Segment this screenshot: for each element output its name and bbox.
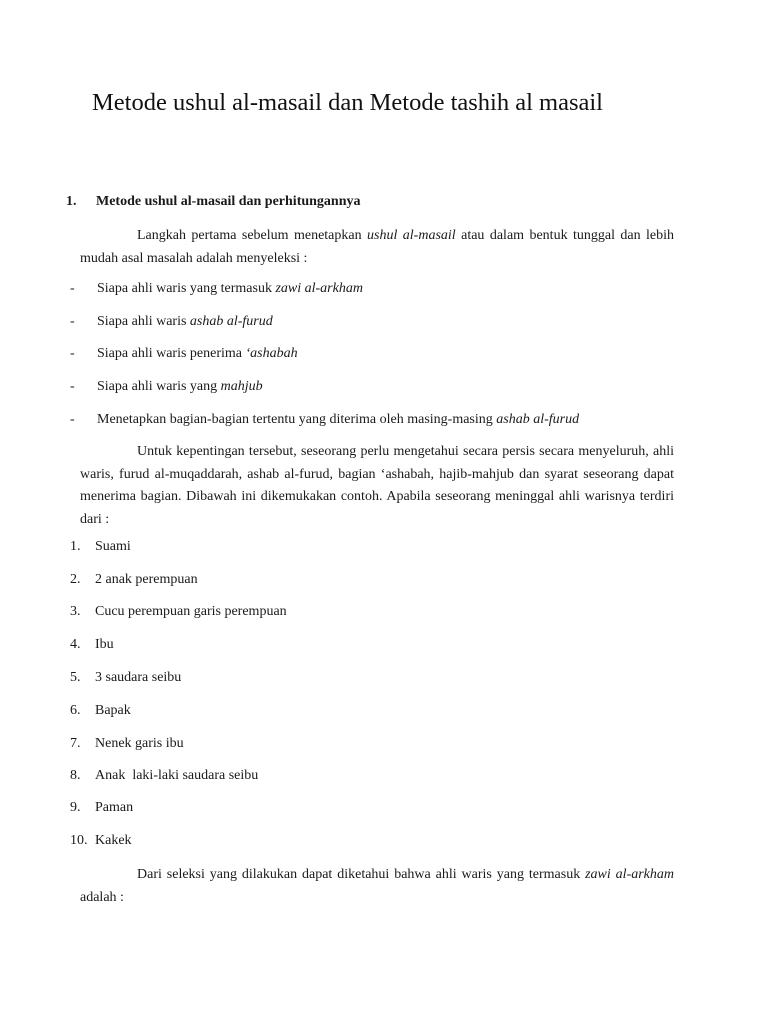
dash-marker: -: [70, 346, 75, 361]
document-title: Metode ushul al-masail dan Metode tashih al masail: [92, 89, 603, 116]
dash-item-italic: ‘ashabah: [245, 346, 298, 361]
section-number: 1.: [66, 194, 77, 209]
dash-item-italic: ashab al-furud: [189, 314, 273, 329]
dash-marker: -: [70, 314, 75, 329]
numbered-list-item: [70, 800, 133, 816]
closing-text-italic: zawi al-arkham: [585, 867, 675, 882]
dash-item-text: Siapa ahli waris yang: [97, 379, 221, 394]
list-number: 5.: [70, 670, 81, 685]
numbered-list-item: [70, 736, 184, 752]
dash-marker: -: [70, 379, 75, 394]
dash-list-item: [70, 379, 263, 395]
dash-list-item: [70, 314, 273, 330]
numbered-list-item: [70, 539, 131, 555]
dash-item-text: Menetapkan bagian-bagian tertentu yang diterima oleh masing-masing: [97, 412, 497, 427]
numbered-list-item: [70, 670, 181, 686]
list-item-text: Suami: [95, 539, 131, 554]
list-number: 2.: [70, 572, 81, 587]
dash-item-italic: zawi al-arkham: [275, 281, 363, 296]
list-item-text: Ibu: [95, 637, 114, 652]
closing-text-before: Dari seleksi yang dilakukan dapat diketahui bahwa ahli waris yang termasuk: [137, 867, 586, 882]
numbered-list-item: [70, 637, 114, 653]
list-item-text: 3 saudara seibu: [95, 670, 182, 685]
list-item-text: Kakek: [95, 833, 132, 848]
list-item-text: Nenek garis ibu: [95, 736, 184, 751]
list-number: 1.: [70, 539, 81, 554]
dash-item-italic: ashab al-furud: [496, 412, 580, 427]
intro-paragraph: [80, 225, 674, 270]
list-number: 3.: [70, 604, 81, 619]
closing-text-after: adalah :: [80, 889, 124, 905]
dash-item-text: Siapa ahli waris: [97, 314, 190, 329]
section-heading: [66, 194, 361, 210]
numbered-list-item: [70, 833, 132, 849]
intro-text-italic: ushul al-masail: [367, 228, 456, 243]
numbered-list-item: [70, 572, 198, 588]
numbered-list-item: [70, 703, 131, 719]
dash-list-item: [70, 281, 363, 297]
list-number: 8.: [70, 768, 81, 783]
list-item-text: Bapak: [95, 703, 131, 718]
section-heading-text: Metode ushul al-masail dan perhitungannya: [96, 194, 361, 209]
dash-marker: -: [70, 281, 75, 296]
numbered-list-item: [70, 768, 258, 784]
list-number: 7.: [70, 736, 81, 751]
list-item-text: Paman: [95, 800, 134, 815]
dash-item-text: Siapa ahli waris yang termasuk: [97, 281, 276, 296]
dash-item-text: Siapa ahli waris penerima: [97, 346, 246, 361]
dash-marker: -: [70, 412, 75, 427]
dash-item-italic: mahjub: [220, 379, 263, 394]
closing-paragraph: [80, 864, 674, 909]
list-item-text: 2 anak perempuan: [95, 572, 198, 587]
list-number: 4.: [70, 637, 81, 652]
body-paragraph: [80, 441, 674, 531]
list-item-text: Cucu perempuan garis perempuan: [95, 604, 287, 619]
intro-text-before: Langkah pertama sebelum menetapkan: [137, 228, 368, 243]
list-item-text: Anak laki-laki saudara seibu: [95, 768, 259, 783]
dash-list-item: [70, 412, 579, 428]
numbered-list-item: [70, 604, 287, 620]
list-number: 6.: [70, 703, 81, 718]
list-number: 10.: [70, 833, 88, 848]
list-number: 9.: [70, 800, 81, 815]
dash-list-item: [70, 346, 298, 362]
intro-text-after: atau dalam bentuk tunggal dan lebih mudah asal masalah adalah menyeleksi :: [80, 228, 675, 266]
body-paragraph-text: Untuk kepentingan tersebut, seseorang perlu mengetahui secara persis secara menyeluruh, ahli waris, furud al-muqaddarah, ashab al-furud, bagian ‘ashabah, hajib-mahjub dan syarat seseorang dapat menerima bagian. Dibawah ini dikemukakan contoh. Apabila seseorang meninggal ahli warisnya terdiri dari :: [80, 444, 674, 527]
